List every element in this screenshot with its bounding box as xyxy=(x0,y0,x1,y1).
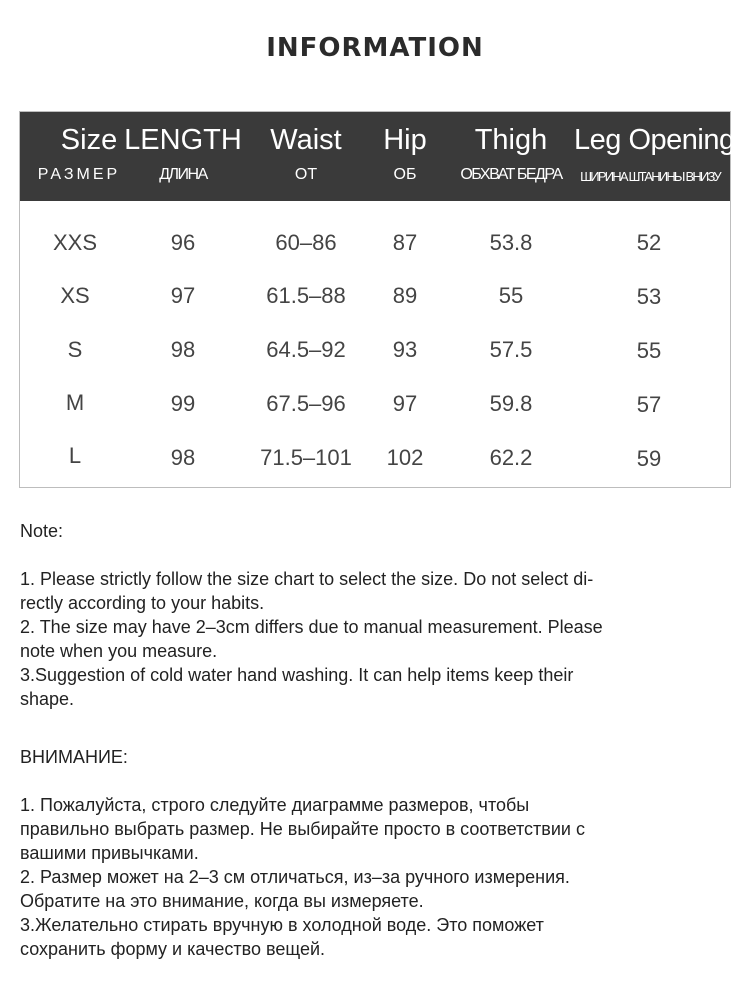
note-ru-line: 1. Пожалуйста, строго следуйте диаграмме размеров, чтобы xyxy=(20,795,530,815)
cell-thigh: 59.8 xyxy=(489,391,533,416)
cell-size: M xyxy=(65,390,85,415)
header-thigh-sub: ОБХВАТ БЕДРА xyxy=(460,166,562,183)
note-en-heading: Note: xyxy=(20,521,64,541)
cell-length: 97 xyxy=(170,283,196,308)
cell-hip: 93 xyxy=(392,337,418,362)
cell-thigh: 62.2 xyxy=(489,445,533,470)
cell-leg-opening: 59 xyxy=(636,446,662,471)
note-ru-line: сохранить форму и качество вещей. xyxy=(20,939,326,959)
cell-waist: 71.5–101 xyxy=(260,445,352,470)
cell-waist: 60–86 xyxy=(275,230,337,255)
note-ru-line: 3.Желательно стирать вручную в холодной воде. Это поможет xyxy=(20,915,544,935)
cell-waist: 67.5–96 xyxy=(266,391,346,416)
note-ru-line: 2. Размер может на 2–3 см отличаться, из–за ручного измерения. xyxy=(20,867,570,887)
header-waist-sub: ОТ xyxy=(294,166,318,183)
cell-size: XXS xyxy=(52,230,98,255)
note-ru xyxy=(20,745,720,961)
table-header xyxy=(20,112,735,201)
header-size: Size xyxy=(60,124,118,156)
header-hip: Hip xyxy=(383,124,427,156)
cell-waist: 61.5–88 xyxy=(266,283,346,308)
cell-length: 99 xyxy=(170,391,196,416)
header-leg-opening-sub: ШИРИНА ШТАНИНЫ ВНИЗУ xyxy=(580,169,720,184)
note-en-line: note when you measure. xyxy=(20,641,218,661)
cell-thigh: 57.5 xyxy=(489,337,533,362)
cell-hip: 102 xyxy=(386,445,424,470)
cell-size: S xyxy=(67,337,83,362)
size-table xyxy=(19,111,735,488)
cell-leg-opening: 52 xyxy=(636,230,662,255)
header-leg-opening: Leg Opening xyxy=(574,124,735,156)
cell-thigh: 53.8 xyxy=(489,230,533,255)
cell-leg-opening: 55 xyxy=(636,338,662,363)
note-ru-line: Обратите на это внимание, когда вы измеряете. xyxy=(20,891,424,911)
header-length: LENGTH xyxy=(124,124,242,156)
header-hip-sub: ОБ xyxy=(393,166,417,183)
note-en-line: 1. Please strictly follow the size chart to select the size. Do not select di- xyxy=(20,569,594,589)
note-en xyxy=(20,519,720,711)
header-length-sub: ДЛИНА xyxy=(159,166,207,183)
header-waist: Waist xyxy=(270,124,342,156)
note-en-line: 3.Suggestion of cold water hand washing. It can help items keep their xyxy=(20,665,574,685)
note-ru-line: вашими привычками. xyxy=(20,843,199,863)
note-ru-heading: ВНИМАНИЕ: xyxy=(20,747,128,767)
cell-length: 98 xyxy=(170,337,196,362)
cell-waist: 64.5–92 xyxy=(266,337,346,362)
cell-leg-opening: 53 xyxy=(636,284,662,309)
header-thigh: Thigh xyxy=(474,124,548,156)
cell-thigh: 55 xyxy=(498,283,524,308)
note-en-line: rectly according to your habits. xyxy=(20,593,265,613)
cell-length: 98 xyxy=(170,445,196,470)
cell-hip: 97 xyxy=(392,391,418,416)
cell-size: XS xyxy=(60,283,90,308)
cell-hip: 89 xyxy=(392,283,418,308)
note-en-line: 2. The size may have 2–3cm differs due to manual measurement. Please xyxy=(20,617,603,637)
header-size-sub: РАЗМЕР xyxy=(37,166,121,183)
note-en-line: shape. xyxy=(20,689,75,709)
cell-length: 96 xyxy=(170,230,196,255)
cell-size: L xyxy=(68,443,82,468)
note-ru-line: правильно выбрать размер. Не выбирайте просто в соответствии с xyxy=(20,819,585,839)
page-title: INFORMATION xyxy=(266,33,484,63)
cell-hip: 87 xyxy=(392,230,418,255)
cell-leg-opening: 57 xyxy=(636,392,662,417)
